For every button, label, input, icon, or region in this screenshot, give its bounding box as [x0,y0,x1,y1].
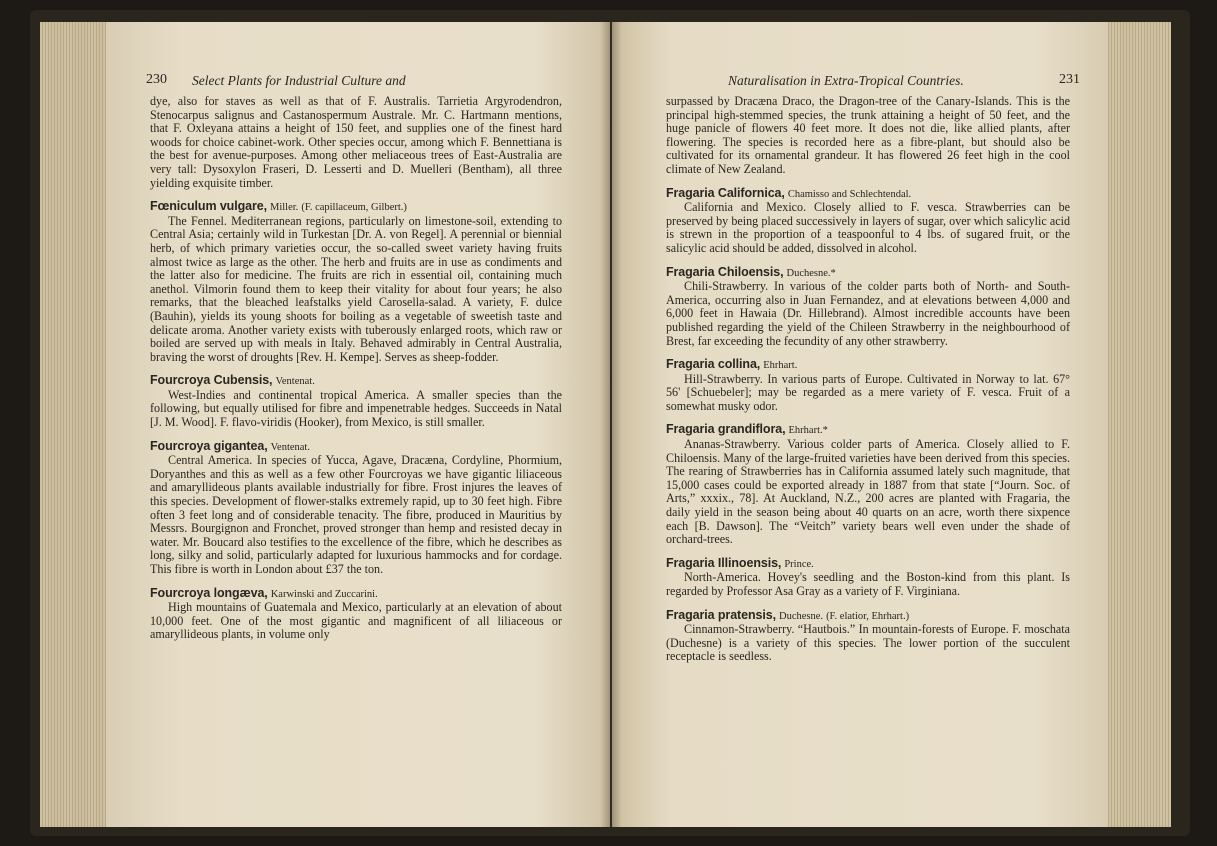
left-page-number: 230 [146,72,167,87]
species-authority: Karwinski and Zuccarini. [270,588,378,600]
entry-text: Hill-Strawberry. In various parts of Europe. Cultivated in Norway to lat. 67° 56' [Schuebeler]; may be regarded as a mere variety of F. vesca. Fruit of a somewhat musky odor. [666,371,1070,413]
species-authority: Ventenat. [270,441,310,453]
entry-fragaria-illinoensis [666,557,1070,599]
left-page-body [150,95,562,642]
left-intro-paragraph: dye, also for staves as well as that of F. Australis. Tarrietia Argyrodendron, Stenocarpus salignus and Castanospermum Australe. Mr. C. Hartmann mentions, that F. Oxleyana attains a height of 150 feet, and supplies one of the finest hard woods for choice cabinet-work. Other species occur, among which F. Bennettiana is the best for avenue-purposes. Among other meliaceous trees of East-Australia are very tall: Dysoxylon Fraseri, D. Lesserti and D. Muelleri (Bentham), all three yielding exquisite timber. [150,94,562,190]
entry-fragaria-pratensis [666,609,1070,664]
entry-text: High mountains of Guatemala and Mexico, particularly at an elevation of about 10,000 feet. One of the most gigantic and magnificent of all liliaceous or amaryllideous plants, in volume only [150,600,562,642]
species-name: Fragaria collina, [666,357,761,372]
species-authority: Chamisso and Schlechtendal. [787,188,912,200]
species-name: Fragaria Californica, [666,185,785,200]
entry-fragaria-californica [666,187,1070,256]
species-name: Fragaria Illinoensis, [666,555,782,570]
entry-text: Central America. In species of Yucca, Agave, Dracæna, Cordyline, Phormium, Doryanthes and this as well as a few other Fourcroyas we have gigantic liliaceous and amaryllideous plants available industrially for fibre. Frost injures the leaves of this species. Development of flower-stalks extremely rapid, up to 30 feet high. Fibre often 3 feet long and of considerable tenacity. The fibre, produced in Mauritius by Messrs. Bourgignon and Fronchet, proved stronger than hemp and resisted decay in water. Mr. Boucard also testifies to the excellence of the fibre, which he describes as long, silky and solid, particularly adapted for luxurious hammocks and for cordage. This fibre is worth in London about £37 the ton. [150,453,562,576]
left-page-edges [40,22,110,827]
species-authority: Ehrhart.* [788,425,828,437]
species-authority: Ventenat. [275,376,315,388]
species-name: Fragaria grandiflora, [666,422,786,437]
entry-fragaria-collina [666,358,1070,413]
entry-text: California and Mexico. Closely allied to F. vesca. Strawberries can be preserved by being placed successively in layers of sugar, over which salicylic acid is strewn in the proportion of a teaspoonful to 4 lbs. of sugared fruit, or the salicylic acid should be added, dissolved in alcohol. [666,200,1070,255]
species-name: Fragaria pratensis, [666,607,776,622]
left-page [106,22,610,827]
entry-text: Ananas-Strawberry. Various colder parts of America. Closely allied to F. Chiloensis. Many of the large-fruited varieties have been derived from this species. The rearing of Strawberries has in California assumed lately such magnitude, that 15,000 cases could be exported already in 1887 from that state [“Journ. Soc. of Arts,” xxxix., 78]. At Auckland, N.Z., 200 acres are planted with Fragaria, the daily yield in the season being about 40 quarts on an acre, worth there sixpence each [B. Dawson]. The “Veitch” variety bears well even under the shade of orchard-trees. [666,437,1070,547]
entry-fourcroya-longaeva [150,587,562,642]
species-name: Fourcroya gigantea, [150,438,268,453]
right-running-title: Naturalisation in Extra-Tropical Countries. [728,73,964,88]
right-page [612,22,1108,827]
species-name: Fourcroya longæva, [150,585,268,600]
species-authority: Ehrhart. [763,360,798,372]
species-name: Fœniculum vulgare, [150,199,267,214]
species-name: Fourcroya Cubensis, [150,373,273,388]
entry-fragaria-grandiflora [666,423,1070,546]
species-synonym: (F. capillaceum, Gilbert.) [301,202,407,214]
species-name: Fragaria Chiloensis, [666,264,784,279]
entry-fourcroya-cubensis [150,374,562,429]
entry-fragaria-chiloensis [666,266,1070,349]
species-synonym: (F. elatior, Ehrhart.) [826,610,910,622]
entry-text: Chili-Strawberry. In various of the colder parts both of North- and South-America, occurring also in Juan Fernandez, and at elevations between 4,000 and 6,000 feet in Hawaia (Dr. Hillebrand). Almost incredible accounts have been published regarding the yield of the Chileen Strawberry in the neighbourhood of Brest, far exceeding the fecundity of any other strawberry. [666,279,1070,348]
right-page-edges [1106,22,1171,827]
right-page-body [666,95,1070,664]
entry-text: Cinnamon-Strawberry. “Hautbois.” In mountain-forests of Europe. F. moschata (Duchesne) is a variety of this species. The lower portion of the succulent receptacle is seedless. [666,622,1070,664]
right-intro-paragraph: surpassed by Dracæna Draco, the Dragon-tree of the Canary-Islands. This is the principal high-stemmed species, the trunk attaining a height of 50 feet, and the huge panicle of flowers 40 feet more. It does not die, like allied plants, after flowering. The species is recorded here as a fibre-plant, but should also be cultivated for its ornamental grandeur. It has flowered 26 feet high in the cool climate of New Zealand. [666,94,1070,176]
left-running-title: Select Plants for Industrial Culture and [192,73,406,88]
entry-text: West-Indies and continental tropical America. A smaller species than the following, but equally utilised for fibre and impenetrable hedges. Succeeds in Natal [J. M. Wood]. F. flavo-viridis (Hooker), from Mexico, is still smaller. [150,387,562,430]
species-authority: Miller. [270,202,299,214]
entry-text: North-America. Hovey's seedling and the Boston-kind from this plant. Is regarded by Professor Asa Gray as a variety of F. Virginiana. [666,570,1070,598]
entry-fourcroya-gigantea [150,440,562,577]
entry-foeniculum-vulgare [150,200,562,364]
entry-text: The Fennel. Mediterranean regions, particularly on limestone-soil, extending to Central Asia; certainly wild in Turkestan [Dr. A. von Regel]. A perennial or biennial herb, of which primary varieties occur, the so-called sweet variety having fruits almost twice as large as the other. The herb and fruits are in use as condiments and the latter also for medicine. The fruits are rich in essential oil, containing much anethol. Vilmorin found them to keep their vitality for about four years; he also remarks, that the bleached leafstalks yield Carosella-salad. A variety, F. dulce (Bauhin), yields its young shoots for boiling as a vegetable of sweetish taste and delicate aroma. Another variety exists with tuberously enlarged roots, which raw or boiled are served up with meals in Italy. Behaved admirably in Central Australia, braving the worst of droughts [Rev. H. Kempe]. Serves as sheep-fodder. [150,213,562,364]
species-authority: Prince. [784,558,814,570]
right-page-number: 231 [1059,72,1080,87]
species-authority: Duchesne. [779,610,824,622]
book-gutter [600,22,622,827]
species-authority: Duchesne.* [786,267,836,279]
